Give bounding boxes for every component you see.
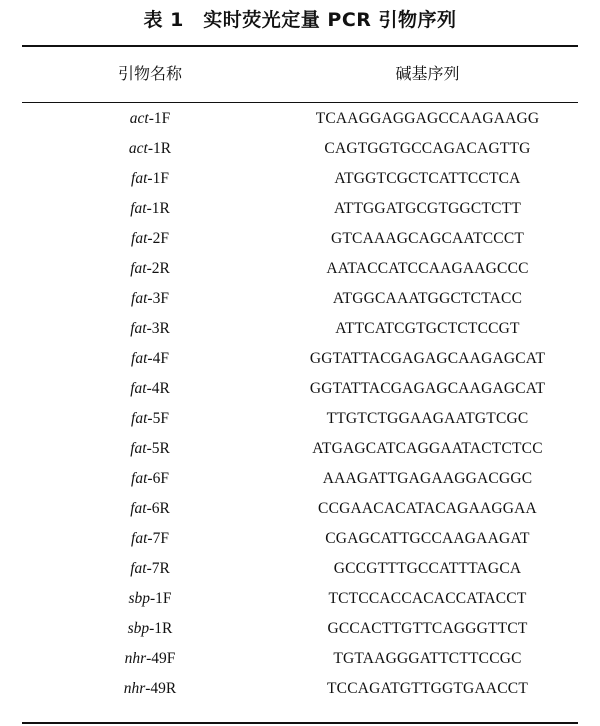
primer-suffix: -4F [147,350,169,367]
primer-suffix: -4R [146,380,170,397]
gene-name: fat [130,320,147,337]
gene-name: fat [131,470,148,487]
gene-name: fat [130,560,147,577]
base-sequence-cell: GGTATTACGAGAGCAAGAGCAT [309,350,546,367]
table-row [0,554,600,584]
base-sequence-cell: ATGAGCATCAGGAATACTCTCC [312,440,543,457]
base-sequence-cell: AATACCATCCAAGAAGCCC [326,260,529,277]
primer-name-cell [50,164,250,194]
primer-suffix: -1R [146,200,170,217]
primer-suffix: -5R [146,440,170,457]
table-row [0,494,600,524]
gene-name: sbp [128,590,150,607]
primer-suffix: -5F [147,410,169,427]
gene-name: fat [130,380,147,397]
base-sequence-cell: TCAAGGAGGAGCCAAGAAGG [315,110,540,127]
base-sequence-cell: TTGTCTGGAAGAATGTCGC [326,410,529,427]
primer-name-cell [50,434,250,464]
table-row [0,614,600,644]
gene-name: nhr [123,680,146,697]
base-sequence-cell: AAAGATTGAGAAGGACGGC [322,470,533,487]
primer-name-cell [50,524,250,554]
base-sequence-cell: CGAGCATTGCCAAGAAGAT [325,530,530,547]
table-row [0,404,600,434]
base-sequence-cell: TCTCCACCACACCATACCT [328,590,527,607]
table-body [0,104,600,704]
primer-name-cell [50,194,250,224]
primer-suffix: -49F [146,650,176,667]
gene-name: act [129,110,149,127]
table-row [0,584,600,614]
table-row [0,434,600,464]
primer-name-cell [50,554,250,584]
gene-name: fat [131,230,148,247]
primer-suffix: -6F [147,470,169,487]
primer-suffix: -1F [147,170,169,187]
primer-name-cell [50,584,250,614]
table-top-rule [22,45,578,47]
primer-suffix: -2F [147,230,169,247]
primer-suffix: -7R [146,560,170,577]
gene-name: act [128,140,148,157]
gene-name: fat [131,170,148,187]
table-row [0,164,600,194]
base-sequence-cell: GGTATTACGAGAGCAAGAGCAT [309,380,546,397]
gene-name: fat [131,290,148,307]
table-header-rule [22,102,578,103]
header-base-sequence: 碱基序列 [395,64,460,83]
primer-suffix: -3F [147,290,169,307]
primer-suffix: -1R [149,620,173,637]
table-bottom-rule [22,722,578,724]
base-sequence-cell: ATGGCAAATGGCTCTACC [332,290,523,307]
primer-name-cell [50,134,250,164]
primer-name-cell [50,224,250,254]
table-row [0,194,600,224]
primer-suffix: -7F [147,530,169,547]
table-row [0,284,600,314]
primer-name-cell [50,104,250,134]
primer-name-cell [50,254,250,284]
table-row [0,464,600,494]
gene-name: fat [130,260,147,277]
base-sequence-cell: ATTGGATGCGTGGCTCTT [333,200,521,217]
base-sequence-cell: TCCAGATGTTGGTGAACCT [327,680,528,697]
primer-suffix: -1F [150,590,172,607]
base-sequence-cell: GCCACTTGTTCAGGGTTCT [327,620,528,637]
base-sequence-cell: GCCGTTTGCCATTTAGCA [333,560,522,577]
base-sequence-cell: TGTAAGGGATTCTTCCGC [333,650,522,667]
gene-name: fat [131,530,148,547]
gene-name: fat [130,440,147,457]
table-row [0,104,600,134]
header-primer-name: 引物名称 [117,64,182,83]
table-row [0,524,600,554]
table-row [0,344,600,374]
primer-name-cell [50,644,250,674]
gene-name: sbp [127,620,150,637]
gene-name: fat [130,200,147,217]
primer-name-cell [50,314,250,344]
primer-name-cell [50,374,250,404]
table-row [0,674,600,704]
base-sequence-cell: ATTCATCGTGCTCTCCGT [335,320,520,337]
primer-name-cell [50,674,250,704]
primer-suffix: -1R [147,140,172,157]
primer-suffix: -6R [146,500,170,517]
table-row [0,134,600,164]
primer-suffix: -1F [148,110,171,127]
primer-name-cell [50,494,250,524]
primer-suffix: -3R [146,320,170,337]
gene-name: fat [131,350,148,367]
table-row [0,254,600,284]
primer-name-cell [50,344,250,374]
table-row [0,314,600,344]
table-row [0,374,600,404]
base-sequence-cell: ATGGTCGCTCATTCCTCA [334,170,521,187]
table-row [0,224,600,254]
table-row [0,644,600,674]
gene-name: nhr [124,650,147,667]
primer-name-cell [50,464,250,494]
primer-name-cell [50,284,250,314]
base-sequence-cell: CCGAACACATACAGAAGGAA [318,500,537,517]
primer-name-cell [50,404,250,434]
primer-suffix: -2R [146,260,170,277]
base-sequence-cell: GTCAAAGCAGCAATCCCT [330,230,525,247]
gene-name: fat [131,410,148,427]
base-sequence-cell: CAGTGGTGCCAGACAGTTG [324,140,531,157]
gene-name: fat [130,500,147,517]
primer-suffix: -49R [145,680,177,697]
table-caption: 表 1 实时荧光定量 PCR 引物序列 [143,9,457,31]
primer-name-cell [50,614,250,644]
